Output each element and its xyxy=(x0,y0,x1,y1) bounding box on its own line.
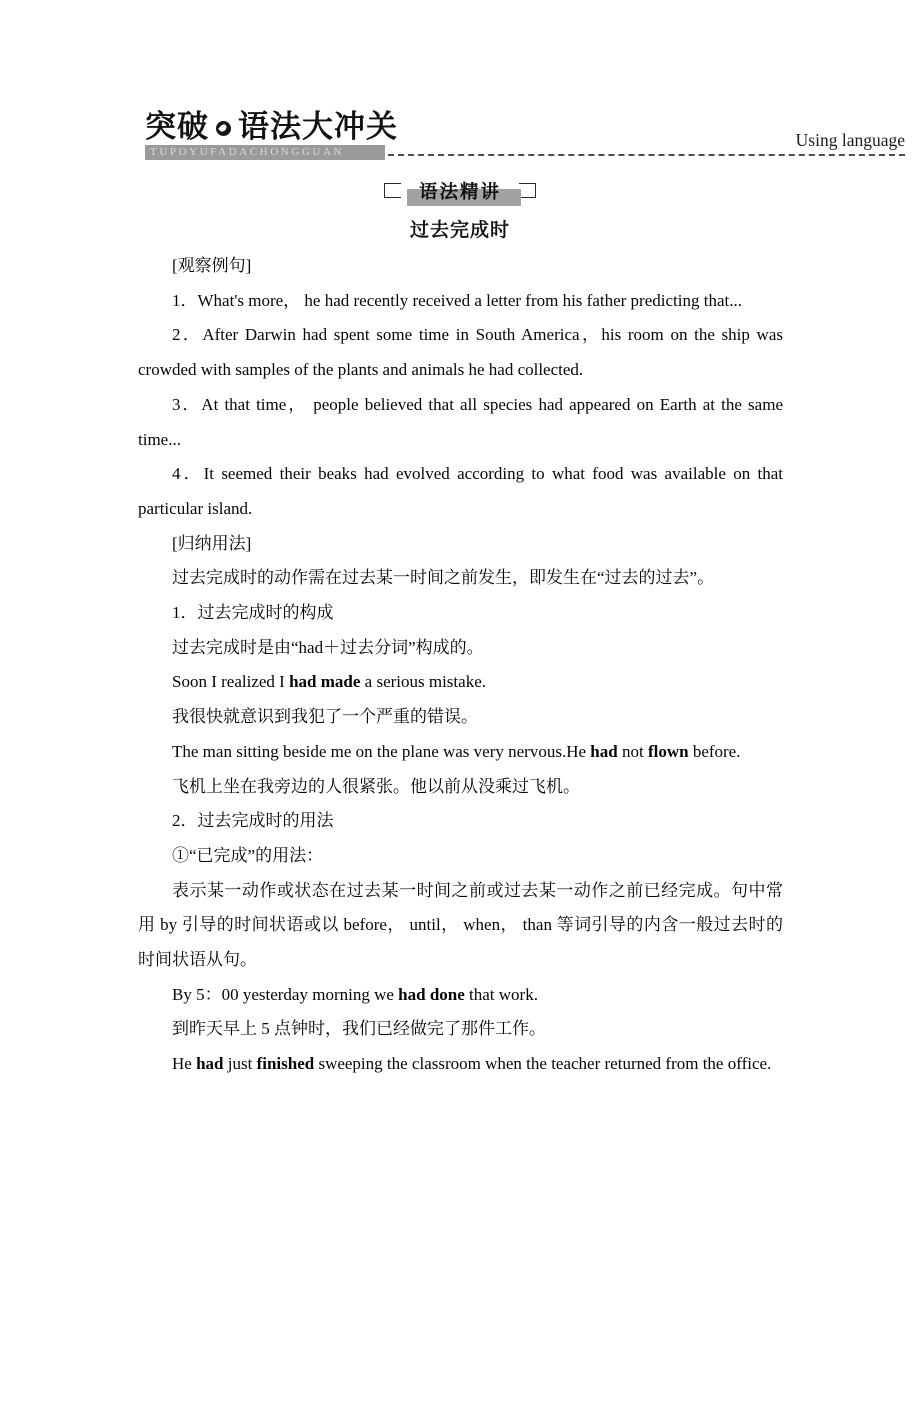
paragraph xyxy=(138,561,783,596)
text-run: a serious mistake. xyxy=(360,672,486,692)
logo-title: 突破 xyxy=(145,109,209,144)
text-run: 过去完成时是由“had＋过去分词”构成的。 xyxy=(172,637,484,657)
paragraph xyxy=(138,665,783,700)
paragraph xyxy=(138,284,783,319)
text-run: just xyxy=(223,1054,257,1074)
text-run: Soon I realized I xyxy=(172,672,290,692)
banner-label: 语法精讲 xyxy=(418,181,502,202)
grammar-banner xyxy=(384,177,536,208)
text-run: By 5：00 yesterday morning we xyxy=(172,984,399,1004)
text-run: 2．过去完成时的用法 xyxy=(172,811,334,831)
text-run: that work. xyxy=(464,984,538,1004)
text-run: 1．过去完成时的构成 xyxy=(172,603,334,623)
text-run: 4．It seemed their beaks had evolved according to what food was available on that particular island. xyxy=(138,464,783,518)
bold-text-run: had made xyxy=(289,672,361,692)
paragraph xyxy=(138,978,783,1013)
bold-text-run: finished xyxy=(256,1054,315,1074)
logo xyxy=(145,110,905,144)
text-run: The man sitting beside me on the plane was very nervous.He xyxy=(172,741,591,761)
logo-subtitle: 语法大冲关 xyxy=(238,109,398,144)
bold-text-run: had xyxy=(196,1054,224,1074)
text-run: 过去完成时的动作需在过去某一时间之前发生，即发生在“过去的过去”。 xyxy=(172,568,715,588)
text-run: 3．At that time， people believed that all species had appeared on Earth at the same time... xyxy=(138,394,783,449)
text-run: sweeping the classroom when the teacher returned from the office. xyxy=(314,1054,772,1074)
text-run: 2．After Darwin had spent some time in South America，his room on the ship was crowded with samples of the plants and animals he had collected. xyxy=(138,325,783,380)
logo-pinyin-bar: TUPOYUFADACHONGGUAN xyxy=(145,145,385,160)
paragraph xyxy=(138,388,783,457)
paragraph xyxy=(138,874,783,978)
leaf-icon xyxy=(216,121,231,136)
page-header xyxy=(145,110,905,160)
text-run: [观察例句] xyxy=(172,256,252,275)
text-run: 表示某一动作或状态在过去某一时间之前或过去某一动作之前已经完成。句中常用 by 引导的时间状语或以 before， until， when， than 等词引导的内含一般过去时的时间状语从句。 xyxy=(138,880,783,970)
paragraph xyxy=(138,249,783,284)
text-run: not xyxy=(617,741,648,761)
document-body xyxy=(138,249,783,1082)
paragraph xyxy=(138,804,783,839)
text-run: ①“已完成”的用法： xyxy=(172,845,324,865)
paragraph xyxy=(138,596,783,631)
paragraph xyxy=(138,527,783,562)
paragraph xyxy=(138,700,783,735)
bold-text-run: had done xyxy=(398,984,465,1004)
text-run: 到昨天早上 5 点钟时，我们已经做完了那件工作。 xyxy=(172,1019,546,1039)
text-run: before. xyxy=(688,741,741,761)
text-run: 我很快就意识到我犯了一个严重的错误。 xyxy=(172,707,478,727)
bold-text-run: flown xyxy=(647,741,689,761)
page-title: 过去完成时 xyxy=(409,220,510,241)
paragraph xyxy=(138,770,783,805)
paragraph xyxy=(138,457,783,526)
paragraph xyxy=(138,631,783,666)
paragraph xyxy=(138,839,783,874)
section-label-using-language: Using language xyxy=(795,130,905,150)
paragraph xyxy=(138,1047,783,1082)
bold-text-run: had xyxy=(590,741,618,761)
text-run: 飞机上坐在我旁边的人很紧张。他以前从没乘过飞机。 xyxy=(172,776,580,796)
text-run: 1．What's more， he had recently received a letter from his father predicting that... xyxy=(172,290,742,310)
dashed-divider xyxy=(388,154,905,156)
header-rule-row xyxy=(145,145,905,160)
paragraph xyxy=(138,1012,783,1047)
text-run: He xyxy=(172,1054,197,1074)
paragraph xyxy=(138,318,783,387)
text-run: [归纳用法] xyxy=(172,533,252,553)
paragraph xyxy=(138,735,783,770)
